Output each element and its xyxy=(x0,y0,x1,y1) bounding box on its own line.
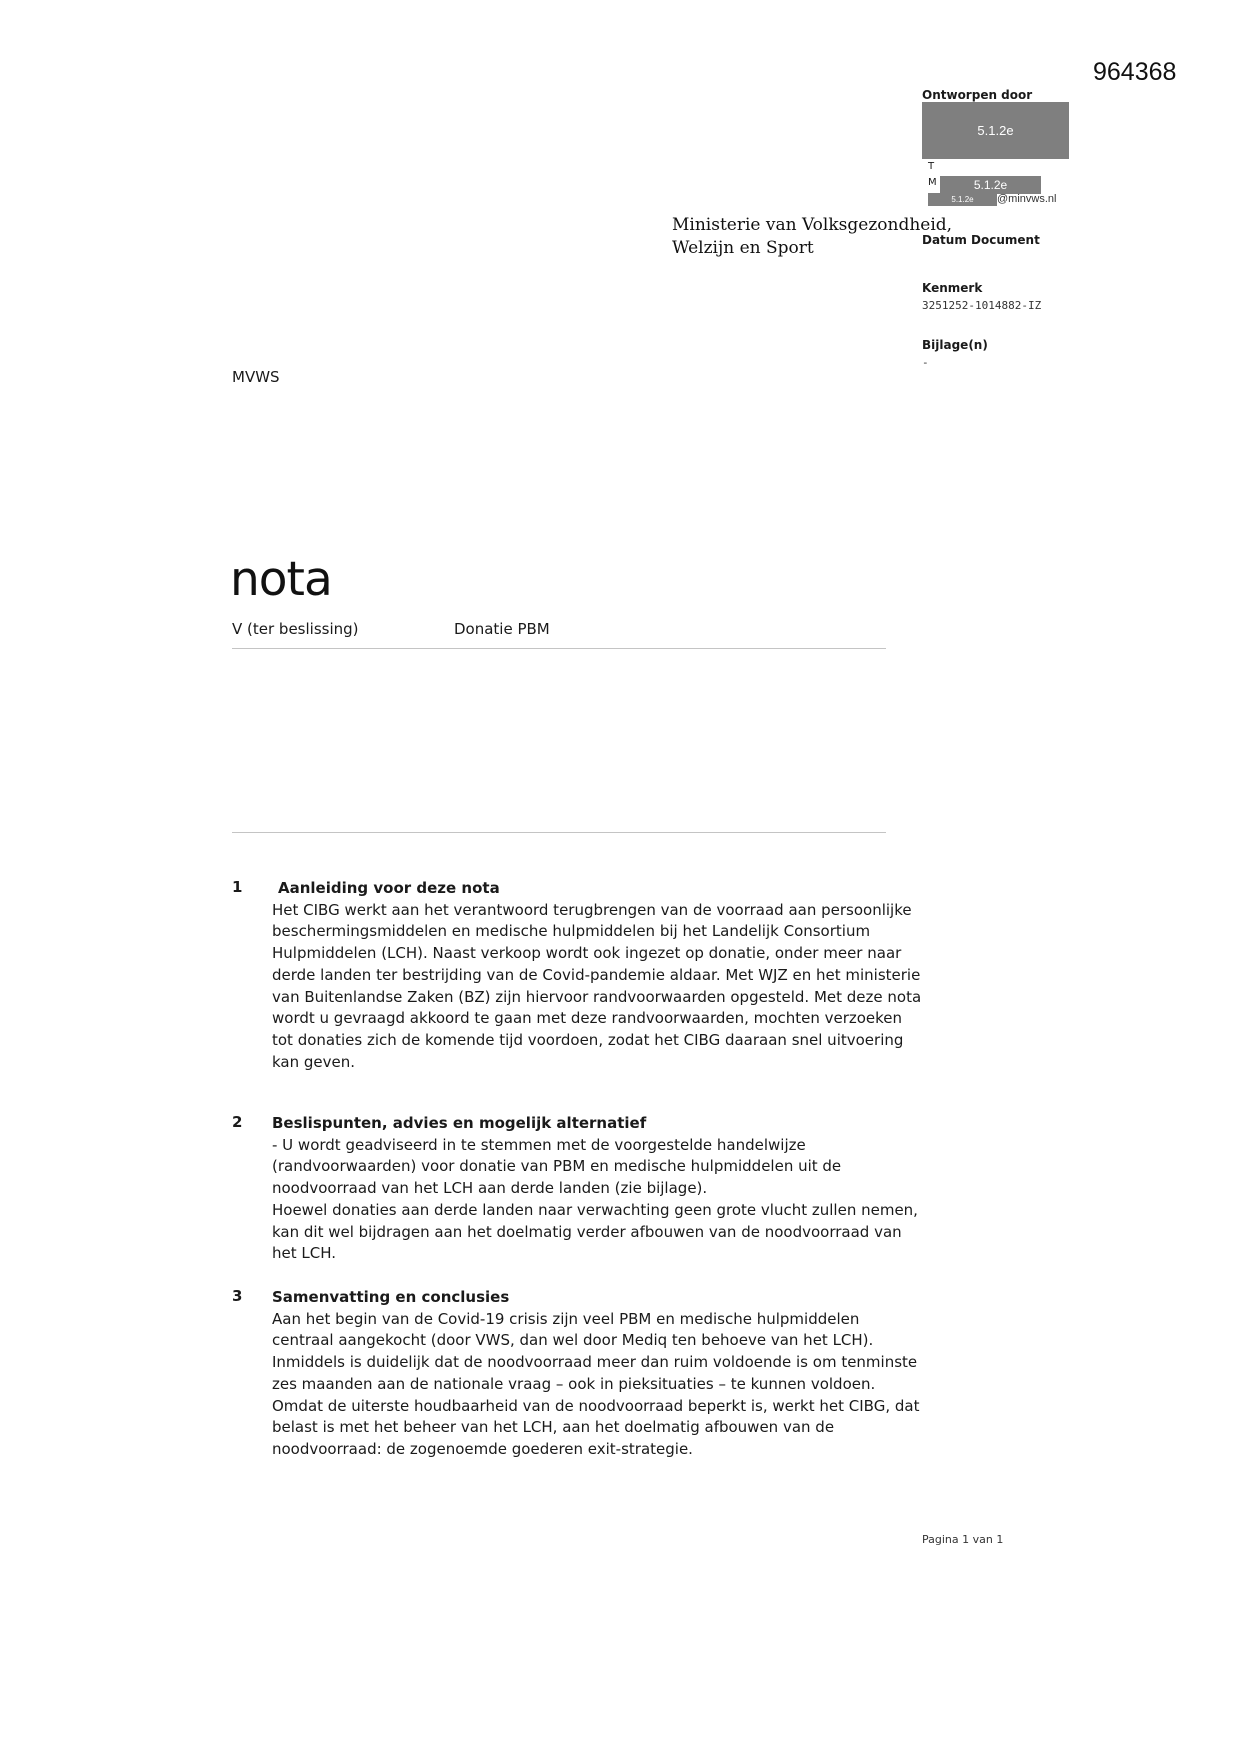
divider-top xyxy=(232,648,886,649)
attachments-label: Bijlage(n) xyxy=(922,338,988,352)
section-body xyxy=(272,900,922,1074)
document-number: 964368 xyxy=(1093,58,1177,86)
section-2 xyxy=(232,1113,922,1265)
section-paragraph: Hoewel donaties aan derde landen naar verwachting geen grote vlucht zullen nemen, kan dit wel bijdragen aan het doelmatig verder afbouwen van de noodvoorraad van het LCH. xyxy=(272,1200,918,1263)
mobile-label: M xyxy=(928,177,937,188)
reference-value: 3251252-1014882-IZ xyxy=(922,299,1042,312)
redacted-mobile: 5.1.2e xyxy=(940,176,1041,194)
section-paragraph: - U wordt geadviseerd in te stemmen met de voorgestelde handelwijze (randvoorwaarden) voor donatie van PBM en medische hulpmiddelen uit de noodvoorraad van het LCH aan derde landen (zie bijlage). xyxy=(272,1135,842,1198)
designed-by-label: Ontworpen door xyxy=(922,88,1033,102)
section-paragraph: Aan het begin van de Covid-19 crisis zijn veel PBM en medische hulpmiddelen centraal aangekocht (door VWS, dan wel door Mediq ten behoeve van het LCH). Inmiddels is duidelijk dat de noodvoorraad meer dan ruim voldoende is om tenminste zes maanden aan de nationale vraag – ook in pieksituaties – te kunnen voldoen. Omdat de uiterste houdbaarheid van de noodvoorraad beperkt is, werkt het CIBG, dat belast is met het beheer van het LCH, aan het doelmatig afbouwen van de noodvoorraad: de zogenoemde goederen exit-strategie. xyxy=(272,1309,920,1458)
ministry-name xyxy=(672,214,953,260)
reference-label: Kenmerk xyxy=(922,281,983,295)
ministry-line-1: Ministerie van Volksgezondheid, xyxy=(672,215,953,235)
section-number: 1 xyxy=(232,878,243,896)
date-label: Datum Document xyxy=(922,233,1040,247)
email-domain: @minvws.nl xyxy=(997,193,1057,205)
section-3 xyxy=(232,1287,922,1461)
phone-label: T xyxy=(928,161,935,172)
section-heading: Samenvatting en conclusies xyxy=(272,1288,510,1306)
ministry-line-2: Welzijn en Sport xyxy=(672,238,814,258)
section-heading: Beslispunten, advies en mogelijk alternatief xyxy=(272,1114,647,1132)
recipient: MVWS xyxy=(232,368,280,386)
document-title: nota xyxy=(230,552,332,607)
section-number: 3 xyxy=(232,1287,243,1305)
redacted-designer: 5.1.2e xyxy=(922,102,1069,159)
document-type: V (ter beslissing) xyxy=(232,620,359,638)
reference-block xyxy=(922,281,1041,312)
attachments-value: - xyxy=(922,356,929,369)
redacted-email: 5.1.2e xyxy=(928,193,997,206)
document-subject: Donatie PBM xyxy=(454,620,550,638)
page-number: Pagina 1 van 1 xyxy=(922,1533,1004,1546)
section-paragraph: Het CIBG werkt aan het verantwoord terugbrengen van de voorraad aan persoonlijke beschermingsmiddelen en medische hulpmiddelen bij het Landelijk Consortium Hulpmiddelen (LCH). Naast verkoop wordt ook ingezet op donatie, onder meer naar derde landen ter bestrijding van de Covid-pandemie aldaar. Met WJZ en het ministerie van Buitenlandse Zaken (BZ) zijn hiervoor randvoorwaarden opgesteld. Met deze nota wordt u gevraagd akkoord te gaan met deze randvoorwaarden, mochten verzoeken tot donaties zich de komende tijd voordoen, zodat het CIBG daaraan snel uitvoering kan geven. xyxy=(272,900,922,1071)
section-body xyxy=(272,1135,922,1265)
section-number: 2 xyxy=(232,1113,243,1131)
section-heading: Aanleiding voor deze nota xyxy=(278,879,500,897)
section-1 xyxy=(232,878,922,1073)
attachments-block xyxy=(922,338,988,369)
divider-bottom xyxy=(232,832,886,833)
section-body xyxy=(272,1309,922,1461)
